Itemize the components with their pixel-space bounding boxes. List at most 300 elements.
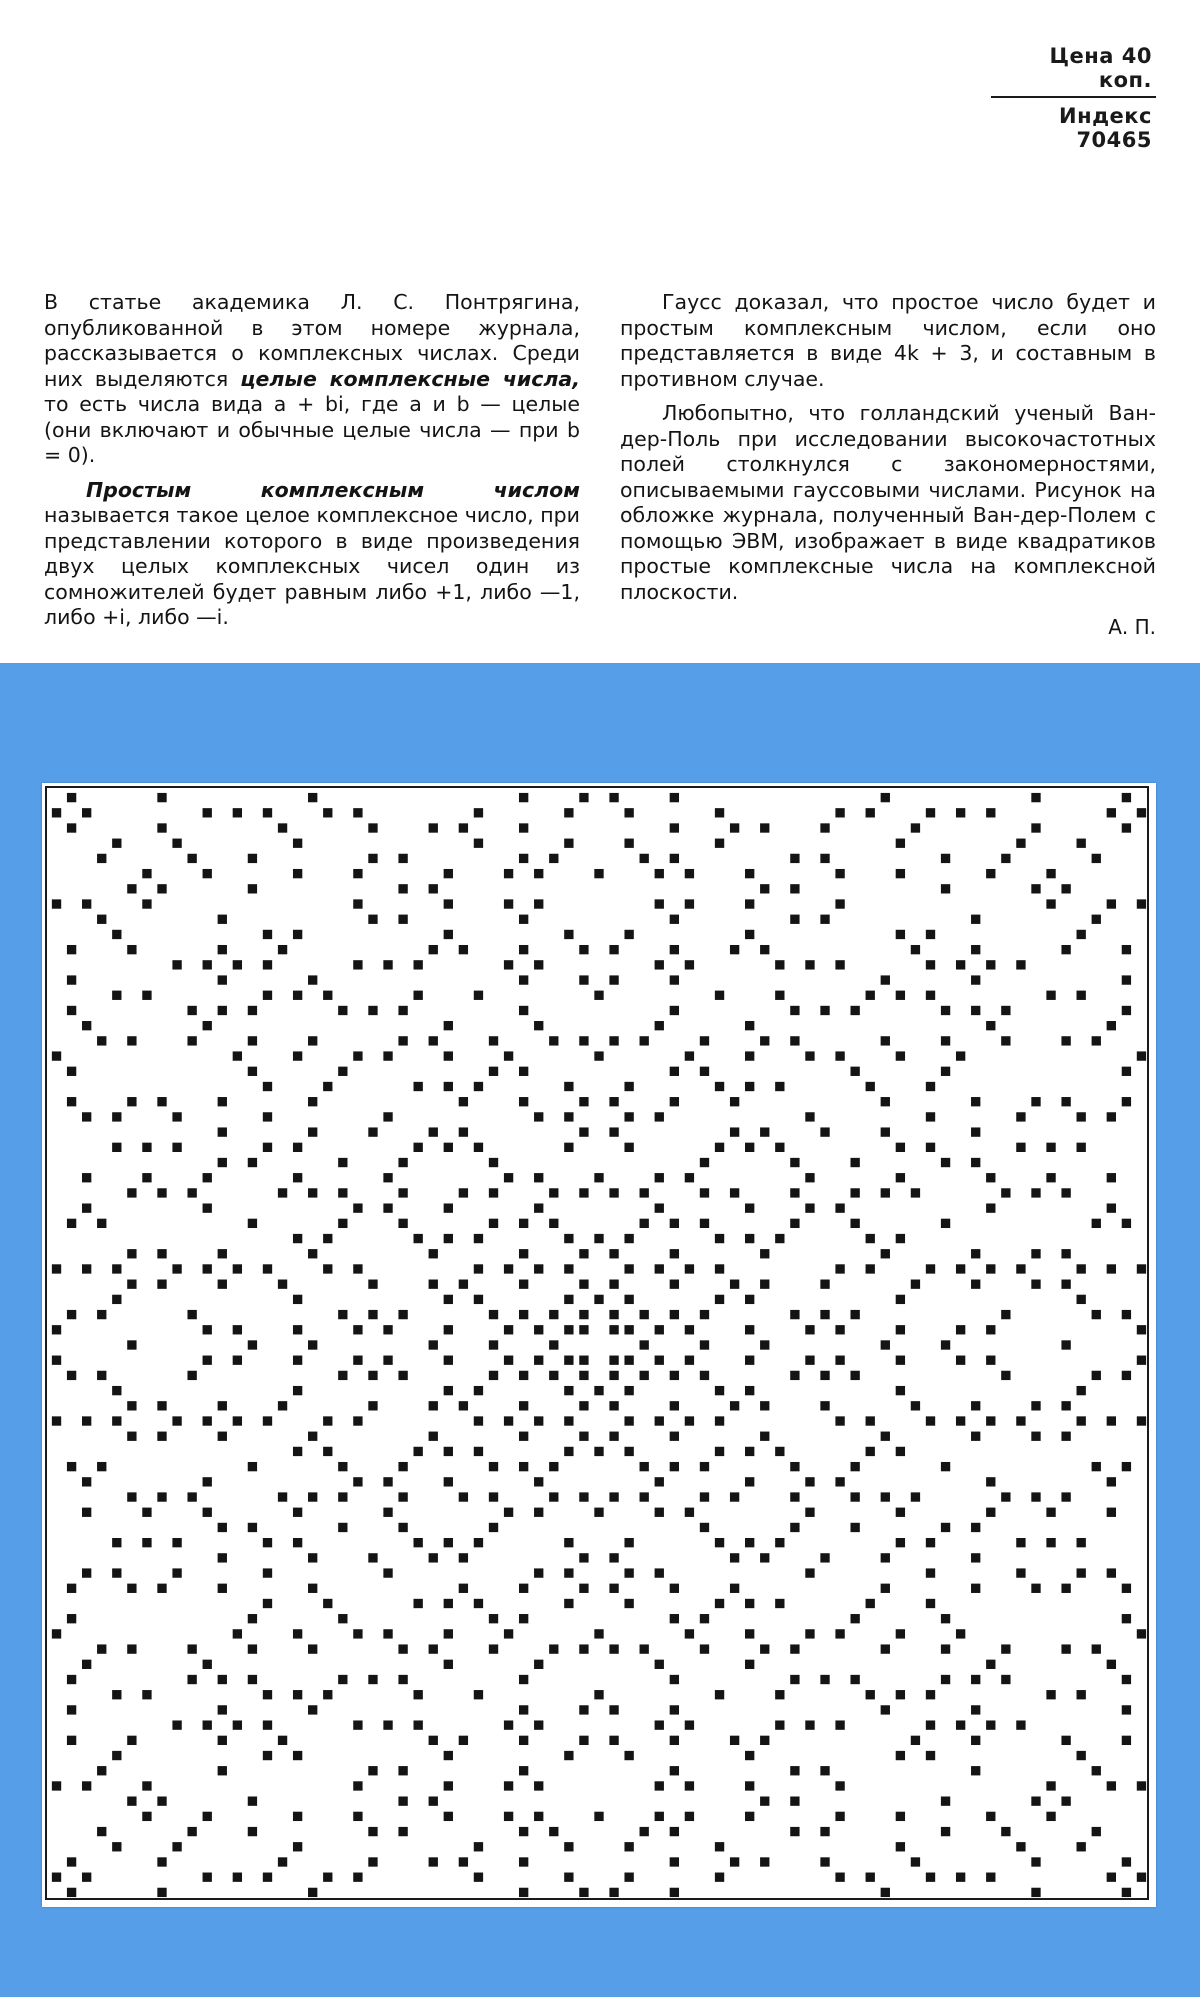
- gaussian-prime-square: [218, 1584, 227, 1593]
- article-text: [44, 290, 1156, 641]
- gaussian-prime-square: [429, 1432, 438, 1441]
- gaussian-prime-square: [971, 1158, 980, 1167]
- gaussian-prime-square: [790, 1796, 799, 1805]
- gaussian-prime-square: [1031, 884, 1040, 893]
- gaussian-prime-square: [745, 1356, 754, 1365]
- gaussian-prime-square: [1046, 1173, 1055, 1182]
- gaussian-prime-square: [579, 1325, 588, 1334]
- gaussian-prime-square: [353, 1264, 362, 1273]
- gaussian-prime-square: [1122, 1462, 1131, 1471]
- gaussian-prime-square: [52, 1416, 61, 1425]
- gaussian-prime-square: [534, 1173, 543, 1182]
- gaussian-prime-square: [1107, 1508, 1116, 1517]
- gaussian-prime-square: [157, 1432, 166, 1441]
- gaussian-prime-square: [670, 1888, 679, 1897]
- gaussian-prime-square: [609, 1310, 618, 1319]
- gaussian-prime-square: [926, 1568, 935, 1577]
- gaussian-prime-square: [655, 1264, 664, 1273]
- gaussian-prime-square: [82, 1264, 91, 1273]
- gaussian-prime-square: [233, 1873, 242, 1882]
- gaussian-prime-square: [564, 1112, 573, 1121]
- gaussian-prime-square: [444, 1629, 453, 1638]
- gaussian-prime-square: [187, 1644, 196, 1653]
- gaussian-prime-square: [1001, 1036, 1010, 1045]
- gaussian-prime-square: [534, 1325, 543, 1334]
- gaussian-prime-square: [1107, 899, 1116, 908]
- gaussian-prime-square: [172, 1112, 181, 1121]
- gaussian-prime-square: [926, 1599, 935, 1608]
- gaussian-prime-square: [1077, 1386, 1086, 1395]
- gaussian-prime-square: [187, 1675, 196, 1684]
- gaussian-prime-square: [564, 1751, 573, 1760]
- gaussian-prime-square: [609, 1432, 618, 1441]
- gaussian-prime-square: [429, 1127, 438, 1136]
- gaussian-prime-square: [203, 1416, 212, 1425]
- gaussian-prime-square: [655, 960, 664, 969]
- gaussian-prime-square: [640, 1462, 649, 1471]
- gaussian-prime-square: [549, 854, 558, 863]
- gaussian-prime-square: [127, 1492, 136, 1501]
- gaussian-prime-square: [896, 1356, 905, 1365]
- gaussian-prime-square: [444, 1599, 453, 1608]
- right-column: [620, 290, 1156, 641]
- gaussian-prime-square: [866, 1234, 875, 1243]
- gaussian-prime-square: [685, 1264, 694, 1273]
- gaussian-prime-square: [1122, 1097, 1131, 1106]
- gaussian-prime-square: [82, 1021, 91, 1030]
- gaussian-prime-square: [775, 960, 784, 969]
- gaussian-prime-square: [67, 1705, 76, 1714]
- left-p2-emphasis: Простым комплексным числом: [86, 477, 580, 502]
- gaussian-prime-square: [444, 1660, 453, 1669]
- gaussian-prime-square: [820, 1401, 829, 1410]
- gaussian-prime-square: [504, 899, 513, 908]
- gaussian-prime-square: [881, 1097, 890, 1106]
- gaussian-prime-square: [474, 1599, 483, 1608]
- gaussian-prime-square: [715, 808, 724, 817]
- gaussian-prime-square: [67, 945, 76, 954]
- gaussian-prime-square: [715, 1264, 724, 1273]
- gaussian-prime-square: [444, 1325, 453, 1334]
- gaussian-prime-square: [579, 1432, 588, 1441]
- gaussian-prime-square: [414, 1143, 423, 1152]
- gaussian-prime-square: [293, 1538, 302, 1547]
- gaussian-prime-square: [624, 1842, 633, 1851]
- gaussian-prime-square: [353, 1812, 362, 1821]
- gaussian-prime-square: [534, 1781, 543, 1790]
- gaussian-prime-square: [1061, 1280, 1070, 1289]
- gaussian-prime-square: [1107, 1873, 1116, 1882]
- gaussian-prime-square: [1122, 1857, 1131, 1866]
- gaussian-prime-square: [579, 1371, 588, 1380]
- gaussian-prime-square: [896, 1690, 905, 1699]
- gaussian-prime-square: [368, 823, 377, 832]
- gaussian-prime-square: [1077, 1538, 1086, 1547]
- gaussian-prime-square: [112, 1416, 121, 1425]
- gaussian-prime-square: [474, 991, 483, 1000]
- gaussian-prime-square: [323, 1599, 332, 1608]
- gaussian-prime-square: [1077, 839, 1086, 848]
- gaussian-prime-square: [715, 1416, 724, 1425]
- gaussian-prime-square: [624, 1295, 633, 1304]
- gaussian-prime-square: [293, 1143, 302, 1152]
- gaussian-prime-square: [1061, 1036, 1070, 1045]
- gaussian-prime-square: [609, 1188, 618, 1197]
- gaussian-prime-square: [790, 1036, 799, 1045]
- gaussian-prime-square: [293, 1508, 302, 1517]
- gaussian-prime-square: [383, 1356, 392, 1365]
- gaussian-prime-square: [609, 1736, 618, 1745]
- gaussian-prime-square: [971, 1766, 980, 1775]
- gaussian-prime-square: [429, 1340, 438, 1349]
- gaussian-prime-square: [911, 945, 920, 954]
- gaussian-prime-square: [986, 1873, 995, 1882]
- gaussian-prime-square: [203, 1264, 212, 1273]
- gaussian-prime-square: [293, 1386, 302, 1395]
- gaussian-prime-square: [926, 1082, 935, 1091]
- gaussian-prime-square: [790, 1006, 799, 1015]
- gaussian-prime-square: [1137, 1051, 1146, 1060]
- gaussian-prime-square: [82, 1781, 91, 1790]
- gaussian-prime-square: [67, 1371, 76, 1380]
- gaussian-prime-square: [1077, 1112, 1086, 1121]
- gaussian-prime-square: [1031, 1492, 1040, 1501]
- gaussian-prime-square: [323, 1416, 332, 1425]
- gaussian-prime-square: [805, 1051, 814, 1060]
- gaussian-prime-square: [429, 1553, 438, 1562]
- gaussian-prime-square: [670, 793, 679, 802]
- gaussian-prime-square: [218, 1523, 227, 1532]
- gaussian-prime-square: [986, 1660, 995, 1669]
- gaussian-prime-square: [594, 1447, 603, 1456]
- gaussian-prime-square: [896, 1325, 905, 1334]
- gaussian-prime-square: [850, 1523, 859, 1532]
- gaussian-prime-square: [489, 1310, 498, 1319]
- gaussian-prime-square: [112, 839, 121, 848]
- gaussian-prime-square: [820, 1127, 829, 1136]
- gaussian-prime-square: [127, 1584, 136, 1593]
- gaussian-prime-square: [157, 884, 166, 893]
- gaussian-prime-square: [1016, 1568, 1025, 1577]
- gaussian-prime-square: [881, 1432, 890, 1441]
- price-label: Цена 40 коп.: [991, 44, 1156, 98]
- gaussian-prime-square: [218, 1736, 227, 1745]
- gaussian-prime-square: [579, 1280, 588, 1289]
- gaussian-prime-square: [564, 1143, 573, 1152]
- gaussian-prime-square: [398, 1371, 407, 1380]
- gaussian-prime-square: [820, 1675, 829, 1684]
- gaussian-prime-square: [459, 1857, 468, 1866]
- gaussian-prime-square: [52, 899, 61, 908]
- gaussian-prime-square: [640, 1492, 649, 1501]
- price-block: [991, 44, 1156, 152]
- gaussian-prime-square: [670, 1067, 679, 1076]
- gaussian-prime-square: [1122, 823, 1131, 832]
- gaussian-prime-square: [1122, 1371, 1131, 1380]
- gaussian-prime-square: [142, 1173, 151, 1182]
- gaussian-prime-square: [986, 1356, 995, 1365]
- gaussian-prime-square: [790, 1827, 799, 1836]
- gaussian-prime-square: [263, 1690, 272, 1699]
- right-paragraph-2: Любопытно, что голландский ученый Ван-дер-Поль при исследовании высокочастотных полей столкнулся с закономерностями, описываемыми гауссовыми числами. Рисунок на обложке журнала, полученный Ван-дер-Полем с помощью ЭВМ, изображает в виде квадратиков простые комплексные числа на комплексной плоскости.: [620, 401, 1156, 604]
- gaussian-prime-square: [248, 1675, 257, 1684]
- gaussian-prime-square: [1001, 1371, 1010, 1380]
- gaussian-prime-square: [624, 1416, 633, 1425]
- gaussian-prime-square: [956, 1325, 965, 1334]
- gaussian-prime-square: [534, 1112, 543, 1121]
- gaussian-prime-square: [850, 1614, 859, 1623]
- gaussian-prime-square: [459, 1553, 468, 1562]
- gaussian-prime-square: [489, 1158, 498, 1167]
- gaussian-prime-square: [670, 1371, 679, 1380]
- gaussian-prime-square: [293, 930, 302, 939]
- gaussian-prime-square: [911, 823, 920, 832]
- gaussian-prime-square: [368, 1401, 377, 1410]
- gaussian-prime-square: [655, 1021, 664, 1030]
- gaussian-prime-square: [835, 1781, 844, 1790]
- gaussian-prime-square: [655, 1356, 664, 1365]
- gaussian-prime-square: [609, 1644, 618, 1653]
- gaussian-prime-square: [112, 930, 121, 939]
- gaussian-prime-square: [775, 991, 784, 1000]
- gaussian-prime-square: [444, 1538, 453, 1547]
- gaussian-prime-square: [820, 854, 829, 863]
- gaussian-prime-square: [624, 808, 633, 817]
- gaussian-prime-square: [67, 1097, 76, 1106]
- gaussian-prime-square: [233, 1264, 242, 1273]
- gaussian-prime-square: [670, 823, 679, 832]
- gaussian-prime-square: [670, 1006, 679, 1015]
- gaussian-prime-square: [1016, 1264, 1025, 1273]
- gaussian-prime-square: [715, 1538, 724, 1547]
- gaussian-prime-square: [745, 1629, 754, 1638]
- gaussian-prime-square: [218, 1553, 227, 1562]
- gaussian-prime-square: [685, 1508, 694, 1517]
- gaussian-prime-square: [609, 1127, 618, 1136]
- gaussian-prime-square: [896, 1051, 905, 1060]
- gaussian-prime-square: [670, 1249, 679, 1258]
- gaussian-prime-square: [609, 1325, 618, 1334]
- gaussian-prime-square: [414, 1599, 423, 1608]
- gaussian-prime-square: [519, 1705, 528, 1714]
- gaussian-prime-square: [1107, 1112, 1116, 1121]
- gaussian-prime-square: [971, 1401, 980, 1410]
- gaussian-prime-square: [805, 1720, 814, 1729]
- gaussian-prime-square: [1001, 1006, 1010, 1015]
- gaussian-prime-square: [1122, 1888, 1131, 1897]
- gaussian-prime-square: [866, 808, 875, 817]
- gaussian-prime-square: [1016, 960, 1025, 969]
- gaussian-prime-square: [700, 1371, 709, 1380]
- gaussian-prime-square: [519, 854, 528, 863]
- gaussian-prime-square: [263, 1112, 272, 1121]
- gaussian-prime-square: [564, 930, 573, 939]
- gaussian-prime-square: [52, 1051, 61, 1060]
- gaussian-prime-square: [805, 1173, 814, 1182]
- gaussian-prime-square: [474, 1234, 483, 1243]
- gaussian-prime-square: [971, 1249, 980, 1258]
- gaussian-prime-square: [790, 1310, 799, 1319]
- gaussian-prime-square: [218, 975, 227, 984]
- gaussian-prime-square: [609, 1492, 618, 1501]
- gaussian-prime-square: [760, 1127, 769, 1136]
- gaussian-prime-square: [293, 1295, 302, 1304]
- gaussian-prime-square: [1031, 1584, 1040, 1593]
- gaussian-prime-square: [745, 1781, 754, 1790]
- gaussian-prime-square: [820, 915, 829, 924]
- gaussian-prime-square: [790, 1219, 799, 1228]
- gaussian-prime-square: [398, 854, 407, 863]
- gaussian-prime-square: [941, 1158, 950, 1167]
- gaussian-prime-square: [97, 1036, 106, 1045]
- gaussian-prime-square: [203, 1021, 212, 1030]
- gaussian-prime-square: [1107, 1264, 1116, 1273]
- gaussian-prime-square: [459, 823, 468, 832]
- gaussian-prime-square: [790, 1158, 799, 1167]
- gaussian-prime-square: [263, 1873, 272, 1882]
- gaussian-prime-square: [866, 1599, 875, 1608]
- gaussian-prime-square: [519, 1584, 528, 1593]
- gaussian-prime-square: [1077, 991, 1086, 1000]
- gaussian-prime-square: [941, 1644, 950, 1653]
- gaussian-prime-square: [82, 1203, 91, 1212]
- gaussian-prime-square: [263, 808, 272, 817]
- gaussian-prime-square: [866, 1264, 875, 1273]
- gaussian-prime-square: [203, 1325, 212, 1334]
- gaussian-prime-square: [579, 1127, 588, 1136]
- gaussian-prime-square: [429, 1036, 438, 1045]
- gaussian-prime-square: [835, 899, 844, 908]
- gaussian-prime-square: [715, 1690, 724, 1699]
- gaussian-prime-square: [835, 1203, 844, 1212]
- gaussian-prime-square: [414, 1234, 423, 1243]
- gaussian-prime-square: [353, 1051, 362, 1060]
- gaussian-prime-square: [971, 1705, 980, 1714]
- gaussian-prime-square: [338, 1310, 347, 1319]
- gaussian-prime-square: [1092, 915, 1101, 924]
- gaussian-prime-square: [549, 1827, 558, 1836]
- gaussian-prime-square: [67, 1462, 76, 1471]
- gaussian-prime-square: [127, 1036, 136, 1045]
- gaussian-prime-square: [293, 1690, 302, 1699]
- gaussian-prime-square: [248, 1219, 257, 1228]
- gaussian-prime-square: [1092, 1766, 1101, 1775]
- gaussian-prime-square: [835, 1629, 844, 1638]
- gaussian-prime-square: [97, 915, 106, 924]
- gaussian-prime-square: [745, 1295, 754, 1304]
- gaussian-prime-square: [519, 1766, 528, 1775]
- gaussian-prime-square: [278, 1280, 287, 1289]
- gaussian-prime-square: [745, 1477, 754, 1486]
- gaussian-prime-square: [67, 1736, 76, 1745]
- gaussian-prime-square: [609, 1705, 618, 1714]
- gaussian-prime-square: [308, 1432, 317, 1441]
- gaussian-prime-square: [941, 1006, 950, 1015]
- gaussian-prime-square: [519, 1827, 528, 1836]
- left-paragraph-2: [44, 478, 580, 631]
- gaussian-prime-square: [1001, 1310, 1010, 1319]
- gaussian-prime-square: [82, 1508, 91, 1517]
- gaussian-prime-square: [896, 1538, 905, 1547]
- gaussian-prime-square: [489, 1067, 498, 1076]
- gaussian-prime-square: [444, 1082, 453, 1091]
- gaussian-prime-square: [52, 1781, 61, 1790]
- gaussian-prime-square: [353, 808, 362, 817]
- gaussian-prime-square: [564, 1325, 573, 1334]
- gaussian-prime-square: [745, 1234, 754, 1243]
- gaussian-prime-square: [850, 1675, 859, 1684]
- gaussian-prime-square: [293, 1234, 302, 1243]
- gaussian-prime-square: [986, 1264, 995, 1273]
- gaussian-prime-square: [941, 1036, 950, 1045]
- gaussian-prime-square: [655, 1660, 664, 1669]
- gaussian-prime-square: [474, 839, 483, 848]
- gaussian-prime-square: [624, 1143, 633, 1152]
- gaussian-prime-square: [383, 1568, 392, 1577]
- gaussian-prime-square: [655, 1508, 664, 1517]
- gaussian-prime-square: [1061, 1796, 1070, 1805]
- gaussian-prime-square: [775, 1143, 784, 1152]
- gaussian-prime-square: [911, 1280, 920, 1289]
- gaussian-prime-square: [911, 1736, 920, 1745]
- gaussian-prime-square: [956, 960, 965, 969]
- gaussian-prime-square: [323, 1873, 332, 1882]
- gaussian-prime-square: [549, 1462, 558, 1471]
- gaussian-prime-square: [293, 1751, 302, 1760]
- gaussian-prime-square: [986, 960, 995, 969]
- gaussian-prime-square: [383, 1325, 392, 1334]
- gaussian-prime-square: [368, 1310, 377, 1319]
- gaussian-prime-square: [564, 1264, 573, 1273]
- gaussian-prime-square: [640, 1644, 649, 1653]
- gaussian-prime-square: [941, 1675, 950, 1684]
- gaussian-prime-square: [820, 1310, 829, 1319]
- gaussian-prime-square: [504, 1812, 513, 1821]
- gaussian-prime-square: [323, 1447, 332, 1456]
- gaussian-prime-square: [489, 1523, 498, 1532]
- gaussian-prime-square: [504, 1325, 513, 1334]
- left-p2-text: называется такое целое комплексное число, при представлении которого в виде произведения двух целых комплексных чисел один из сомножителей будет равным либо +1, либо —1, либо +i, либо —i.: [44, 503, 580, 629]
- gaussian-prime-square: [263, 1082, 272, 1091]
- gaussian-prime-square: [504, 1629, 513, 1638]
- gaussian-prime-square: [248, 854, 257, 863]
- gaussian-prime-square: [308, 1188, 317, 1197]
- gaussian-prime-square: [670, 1219, 679, 1228]
- gaussian-prime-square: [489, 1492, 498, 1501]
- gaussian-prime-square: [745, 1599, 754, 1608]
- gaussian-prime-square: [338, 1006, 347, 1015]
- gaussian-prime-square: [504, 1264, 513, 1273]
- gaussian-prime-square: [926, 1112, 935, 1121]
- gaussian-prime-square: [866, 1873, 875, 1882]
- gaussian-prime-square: [594, 1812, 603, 1821]
- gaussian-prime-square: [1122, 1705, 1131, 1714]
- gaussian-prime-square: [624, 839, 633, 848]
- gaussian-prime-square: [1077, 1568, 1086, 1577]
- gaussian-prime-square: [820, 1857, 829, 1866]
- gaussian-prime-square: [896, 930, 905, 939]
- gaussian-prime-square: [383, 1629, 392, 1638]
- gaussian-prime-square: [941, 1340, 950, 1349]
- gaussian-prime-square: [700, 1614, 709, 1623]
- gaussian-prime-square: [790, 1462, 799, 1471]
- gaussian-prime-square: [398, 1188, 407, 1197]
- gaussian-prime-square: [203, 960, 212, 969]
- gaussian-prime-square: [248, 1796, 257, 1805]
- gaussian-prime-square: [700, 1158, 709, 1167]
- gaussian-prime-square: [519, 1067, 528, 1076]
- gaussian-prime-square: [1001, 1827, 1010, 1836]
